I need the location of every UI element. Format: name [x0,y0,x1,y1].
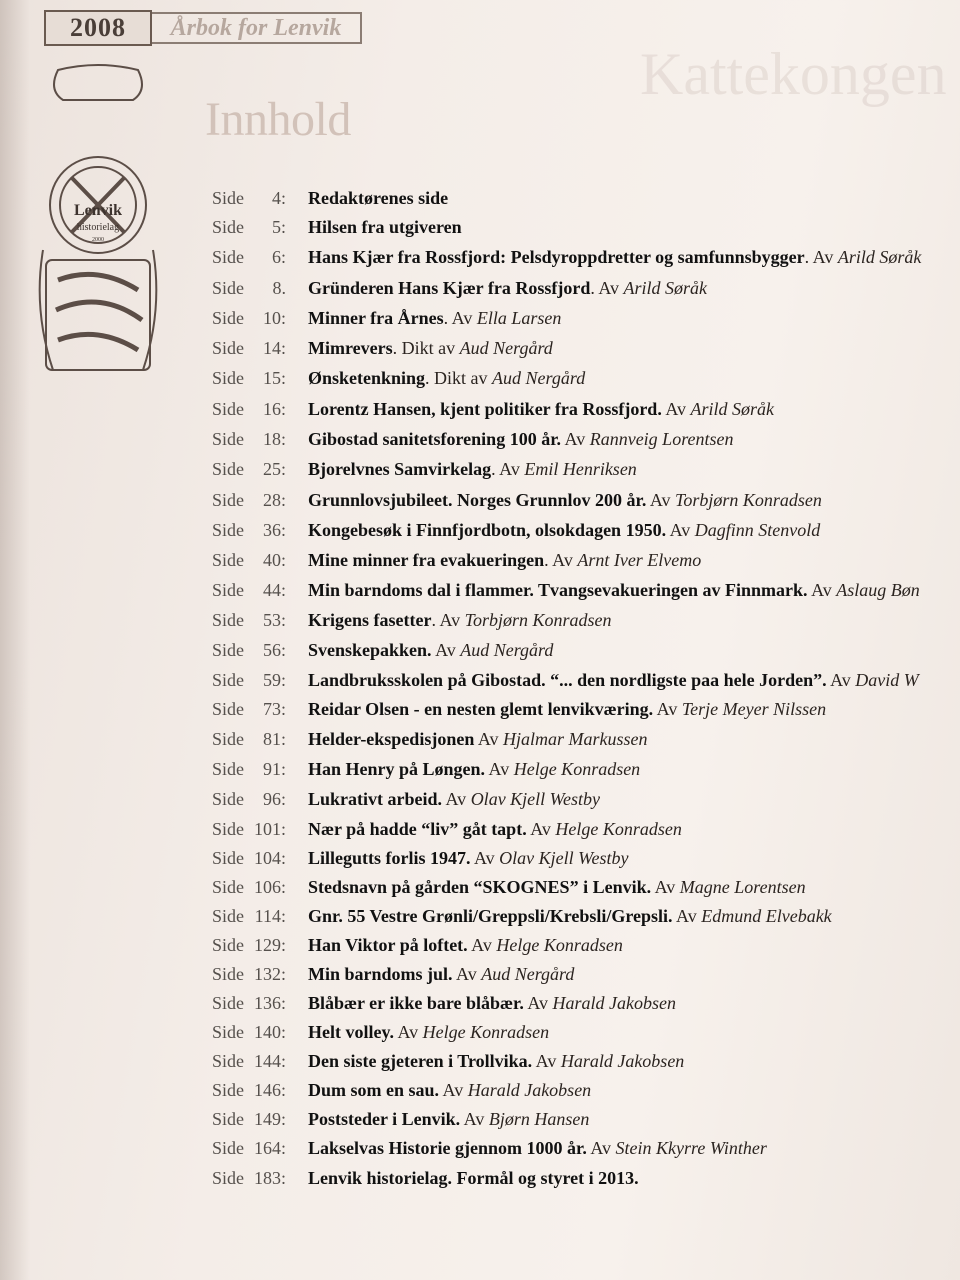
toc-entry [212,1020,960,1044]
entry-text [308,817,682,841]
side-label: Side [212,520,245,540]
entry-author: Harald Jakobsen [467,1080,592,1100]
toc-entry [212,962,960,986]
entry-title: Gnr. 55 Vestre Grønli/Greppsli/Krebsli/Grepsli. [308,906,673,926]
entry-title: Poststeder i Lenvik. [308,1109,461,1129]
side-label: Side [212,368,245,388]
side-label: Side [212,338,245,358]
entry-author: Torbjørn Konradsen [464,610,612,630]
entry-author: Arnt Iver Elvemo [577,550,702,570]
toc-entry [212,846,960,870]
entry-text [308,336,553,360]
toc-entry [212,757,960,781]
entry-text [308,1166,639,1190]
side-label: Side [212,935,245,955]
toc-entry [212,1107,960,1131]
entry-title: Minner fra Årnes [308,308,444,328]
entry-author: Helge Konradsen [496,935,623,955]
page-number: 101: [253,819,286,839]
page-number: 149: [253,1109,286,1129]
entry-title: Gründeren Hans Kjær fra Rossfjord [308,278,591,298]
entry-separator: Av [826,670,856,690]
entry-text [308,306,561,330]
entry-separator: . Dikt av [392,338,460,358]
side-label: Side [212,1022,245,1042]
entry-text [308,1020,549,1044]
entry-title: Hilsen fra utgiveren [308,217,462,237]
entry-text [308,276,707,300]
entry-title: Lorentz Hansen, kjent politiker fra Rossfjord. [308,399,662,419]
entry-text [308,1078,591,1102]
entry-author: Arild Søråk [837,247,922,267]
banner-year: 2008 [44,10,152,46]
entry-text [308,757,640,781]
entry-separator: Av [672,906,702,926]
entry-separator: Av [467,935,497,955]
entry-title: Lenvik historielag. Formål og styret i 2013. [308,1168,639,1188]
entry-author: Torbjørn Konradsen [675,490,822,510]
entry-title: Kongebesøk i Finnfjordbotn, olsokdagen 1950. [308,520,667,540]
toc-entry [212,1078,960,1102]
toc-entry [212,668,960,692]
side-label: Side [212,906,245,926]
page-number: 25: [262,459,286,479]
entry-title: Han Henry på Løngen. [308,759,486,779]
side-label: Side [212,459,245,479]
entry-title: Stedsnavn på gården “SKOGNES” i Lenvik. [308,877,652,897]
toc-entry [212,875,960,899]
toc-entry [212,1136,960,1160]
entry-title: Min barndoms jul. [308,964,453,984]
entry-author: Olav Kjell Westby [499,848,629,868]
entry-author: Olav Kjell Westby [470,789,601,809]
entry-title: Helder-ekspedisjonen [308,729,475,749]
entry-author: Terje Meyer Nilssen [681,699,827,719]
page-number: 136: [253,993,286,1013]
crest-subtitle: historielag [76,222,120,233]
entry-title: Landbruksskolen på Gibostad. “... den nordligste paa hele Jorden”. [308,670,827,690]
entry-text [308,457,637,481]
entry-text [308,846,629,870]
side-label: Side [212,580,245,600]
toc-entry [212,186,960,210]
entry-title: Redaktørenes side [308,188,449,208]
side-label: Side [212,789,245,809]
entry-text [308,548,701,572]
entry-author: Edmund Elvebakk [701,906,832,926]
entry-separator: . Dikt av [425,368,493,388]
entry-separator: Av [651,877,680,897]
entry-separator: Av [485,759,514,779]
toc-entry [212,397,960,421]
entry-separator: Av [442,789,471,809]
page-number: 5: [271,217,286,237]
toc-entry [212,336,960,360]
side-label: Side [212,399,245,419]
side-label: Side [212,993,245,1013]
toc-entry [212,608,960,632]
page-number: 15: [262,368,286,388]
entry-text [308,1136,767,1160]
entry-author: Ella Larsen [476,308,562,328]
entry-title: Lillegutts forlis 1947. [308,848,471,868]
entry-text [308,186,448,210]
entry-author: Emil Henriksen [524,459,637,479]
side-label: Side [212,490,245,510]
page-number: 8. [272,278,286,298]
entry-title: Den siste gjeteren i Trollvika. [308,1051,533,1071]
entry-author: Aud Nergård [492,368,586,388]
page-number: 114: [254,906,286,926]
entry-separator: Av [646,490,676,510]
entry-text [308,933,623,957]
toc-entry [212,245,960,269]
side-label: Side [212,640,245,660]
side-label: Side [212,699,245,719]
entry-text [308,1049,684,1073]
page-number: 18: [262,429,286,449]
entry-text [308,727,648,751]
entry-author: Harald Jakobsen [560,1051,685,1071]
page-number: 6: [271,247,286,267]
page-title: Innhold [205,93,351,146]
toc-entry [212,276,960,300]
page-number: 56: [262,640,286,660]
toc-entry [212,697,960,721]
page-number: 183: [253,1168,286,1188]
entry-author: Magne Lorentsen [679,877,806,897]
entry-separator: . Av [590,278,624,298]
entry-text [308,1107,589,1131]
side-label: Side [212,848,245,868]
toc-entry [212,518,960,542]
entry-text [308,578,920,602]
page-number: 44: [262,580,286,600]
side-label: Side [212,429,245,449]
side-label: Side [212,610,245,630]
entry-separator: Av [523,993,553,1013]
page-number: 91: [262,759,286,779]
entry-title: Han Viktor på loftet. [308,935,468,955]
entry-separator: . Av [804,247,838,267]
page-number: 53: [262,610,286,630]
entry-text [308,245,921,269]
entry-text [308,488,822,512]
side-label: Side [212,1080,245,1100]
page-number: 132: [253,964,286,984]
entry-author: Helge Konradsen [555,819,682,839]
entry-separator: Av [661,399,691,419]
entry-separator: . Av [431,610,465,630]
entry-text [308,215,462,239]
entry-title: Nær på hadde “liv” gåt tapt. [308,819,527,839]
entry-author: Stein Kkyrre Winther [615,1138,767,1158]
entry-author: Dagfinn Stenvold [694,520,821,540]
page-number: 14: [262,338,286,358]
entry-author: Hjalmar Markussen [503,729,648,749]
entry-title: Min barndoms dal i flammer. Tvangsevakueringen av Finnmark. [308,580,808,600]
entry-title: Grunnlovsjubileet. Norges Grunnlov 200 år. [308,490,647,510]
entry-separator: . Av [544,550,578,570]
page-number: 10: [262,308,286,328]
entry-separator: Av [807,580,837,600]
entry-author: David W [855,670,919,690]
entry-separator: Av [474,729,504,749]
entry-separator: Av [431,640,461,660]
page-number: 144: [253,1051,286,1071]
page-number: 28: [262,490,286,510]
banner-title: Årbok for Lenvik [152,12,362,44]
page-number: 96: [262,789,286,809]
entry-separator: Av [561,429,590,449]
entry-separator: Av [666,520,695,540]
entry-separator: Av [393,1022,423,1042]
page-number: 140: [253,1022,286,1042]
toc-entry [212,488,960,512]
entry-text [308,875,806,899]
page-number: 36: [262,520,286,540]
entry-text [308,991,676,1015]
entry-text [308,697,826,721]
entry-author: Aud Nergård [460,640,554,660]
toc-entry [212,1049,960,1073]
entry-author: Rannveig Lorentsen [589,429,734,449]
entry-separator: . Av [491,459,525,479]
side-label: Side [212,308,245,328]
toc-entry [212,457,960,481]
entry-separator: Av [439,1080,468,1100]
entry-title: Ønsketenkning [308,368,426,388]
side-label: Side [212,188,245,208]
toc-entry [212,366,960,390]
entry-text [308,397,774,421]
crest-name: Lenvik [73,202,123,219]
side-label: Side [212,1168,245,1188]
entry-title: Reidar Olsen - en nesten glemt lenvikværing. [308,699,654,719]
crest-year: 2000 [92,237,104,243]
side-label: Side [212,247,245,267]
toc-entry [212,933,960,957]
side-label: Side [212,670,245,690]
entry-title: Blåbær er ikke bare blåbær. [308,993,524,1013]
page-number: 40: [262,550,286,570]
entry-author: Arild Søråk [623,278,708,298]
entry-text [308,518,820,542]
toc-entry [212,578,960,602]
entry-author: Aslaug Bøn [836,580,920,600]
entry-title: Krigens fasetter [308,610,432,630]
entry-title: Lakselvas Historie gjennom 1000 år. [308,1138,587,1158]
side-label: Side [212,759,245,779]
side-label: Side [212,964,245,984]
entry-separator: Av [653,699,682,719]
entry-author: Helge Konradsen [422,1022,550,1042]
entry-separator: Av [532,1051,561,1071]
side-label: Side [212,729,245,749]
side-label: Side [212,1138,245,1158]
toc-entry [212,548,960,572]
toc-entry [212,727,960,751]
toc-entry [212,991,960,1015]
page-number: 106: [253,877,286,897]
entry-title: Bjorelvnes Samvirkelag [308,459,492,479]
entry-text [308,904,832,928]
entry-title: Dum som en sau. [308,1080,440,1100]
side-label: Side [212,1051,245,1071]
entry-text [308,427,734,451]
entry-title: Lukrativt arbeid. [308,789,443,809]
entry-separator: Av [452,964,482,984]
toc-entry [212,427,960,451]
side-label: Side [212,217,245,237]
entry-author: Helge Konradsen [513,759,641,779]
entry-title: Mine minner fra evakueringen [308,550,545,570]
entry-title: Mimrevers [308,338,393,358]
page-number: 59: [262,670,286,690]
entry-author: Aud Nergård [481,964,575,984]
toc-entry [212,638,960,662]
page-number: 73: [262,699,286,719]
page-number: 146: [253,1080,286,1100]
entry-separator: Av [586,1138,616,1158]
entry-separator: Av [470,848,500,868]
entry-text [308,962,574,986]
side-label: Side [212,1109,245,1129]
side-label: Side [212,877,245,897]
page-number: 164: [253,1138,286,1158]
entry-text [308,787,600,811]
entry-text [308,608,612,632]
entry-title: Helt volley. [308,1022,394,1042]
side-label: Side [212,278,245,298]
entry-title: Gibostad sanitetsforening 100 år. [308,429,562,449]
entry-separator: . Av [443,308,477,328]
toc-entry [212,215,960,239]
page-number: 129: [253,935,286,955]
entry-author: Bjørn Hansen [488,1109,590,1129]
entry-title: Svenskepakken. [308,640,432,660]
show-through-heading: Kattekongen [640,41,947,107]
entry-author: Harald Jakobsen [552,993,677,1013]
page-number: 104: [253,848,286,868]
entry-separator: Av [526,819,556,839]
page-number: 4: [271,188,286,208]
toc-entry [212,817,960,841]
toc-entry [212,787,960,811]
page-number: 16: [262,399,286,419]
entry-title: Hans Kjær fra Rossfjord: Pelsdyroppdretter og samfunnsbygger [308,247,805,267]
entry-author: Aud Nergård [459,338,553,358]
toc-entry [212,306,960,330]
toc-entry [212,1166,960,1190]
side-label: Side [212,550,245,570]
entry-text [308,366,585,390]
side-label: Side [212,819,245,839]
entry-author: Arild Søråk [690,399,774,419]
entry-text [308,638,553,662]
page-number: 81: [262,729,286,749]
entry-separator: Av [460,1109,489,1129]
toc-entry [212,904,960,928]
entry-text [308,668,919,692]
